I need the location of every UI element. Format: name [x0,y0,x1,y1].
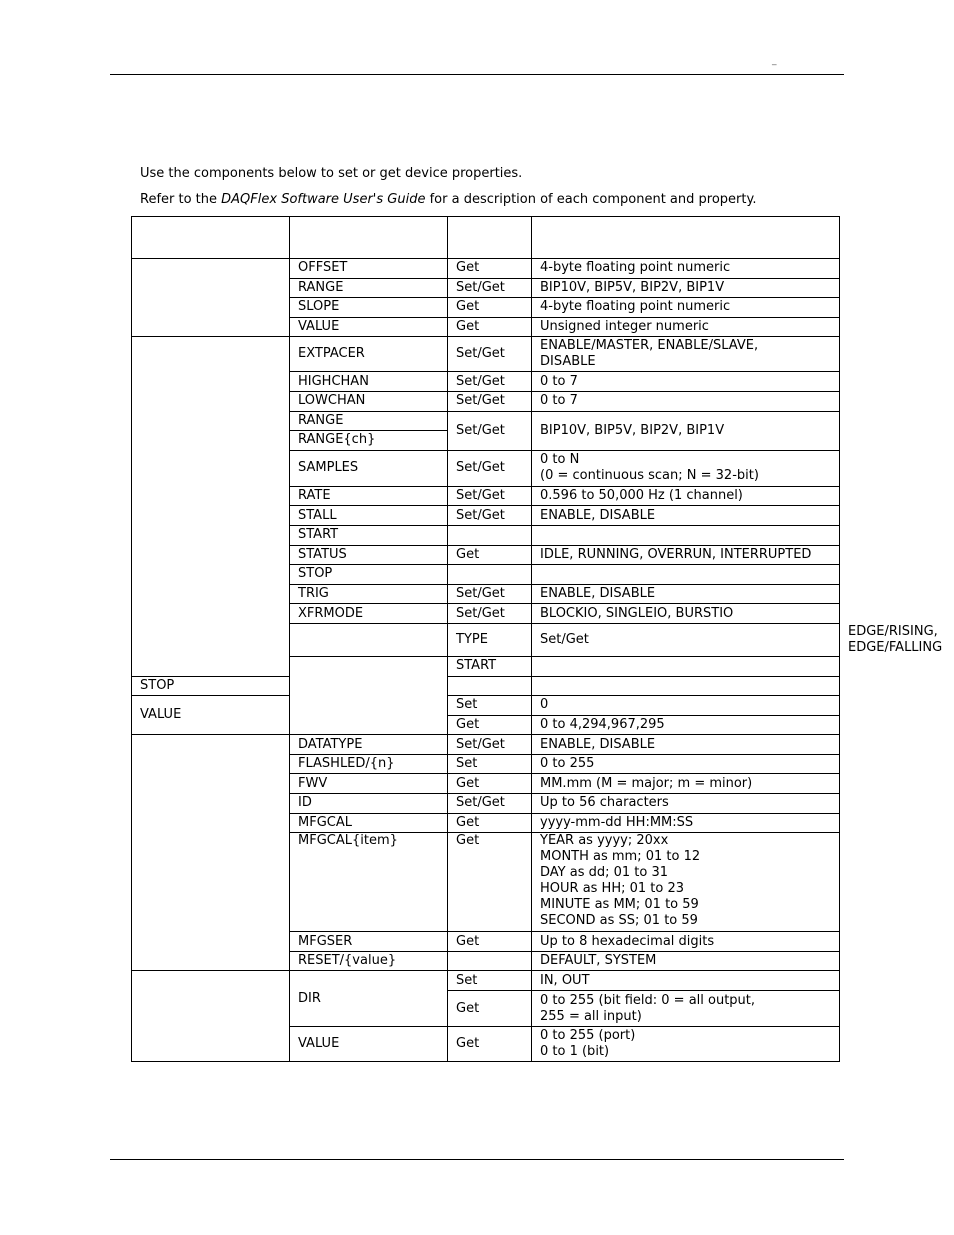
values-cell: Unsigned integer numeric [532,317,840,337]
values-cell [532,565,840,585]
values-line: YEAR as yyyy; 20xx [540,833,669,849]
property-cell: MFGCAL [290,813,448,833]
header-rule [110,74,844,75]
property-cell: EXTPACER [290,337,448,372]
intro-line-2-suffix: for a description of each component and property. [425,192,757,207]
access-cell: Set [448,971,532,991]
values-cell: ENABLE, DISABLE [532,584,840,604]
values-cell [532,337,840,372]
access-cell: Set/Get [448,584,532,604]
table-row [132,735,840,755]
values-line: DAY as dd; 01 to 31 [540,865,669,881]
values-line: 0 to 1 (bit) [540,1044,610,1060]
property-cell: ID [290,794,448,814]
access-cell: Get [448,259,532,279]
values-cell: Up to 56 characters [532,794,840,814]
access-cell: Set [448,696,532,716]
table-row [132,971,840,991]
guide-title: DAQFlex Software User's Guide [221,192,426,207]
property-cell: OFFSET [290,259,448,279]
header-cell-values [532,217,840,259]
values-cell: 4-byte floating point numeric [532,259,840,279]
values-cell: BLOCKIO, SINGLEIO, BURSTIO [532,604,840,624]
access-cell: Set/Get [448,278,532,298]
values-cell: Up to 8 hexadecimal digits [532,932,840,952]
values-cell: ENABLE, DISABLE [532,506,840,526]
component-cell [132,337,290,676]
values-cell: 0 to 4,294,967,295 [532,715,840,735]
values-line: 0 to 255 (bit field: 0 = all output, [540,992,756,1008]
access-cell: Set/Get [448,391,532,411]
property-cell: DATATYPE [290,735,448,755]
values-cell: 0.596 to 50,000 Hz (1 channel) [532,486,840,506]
intro-line-2 [140,192,756,207]
header-cell-access [448,217,532,259]
values-line: (0 = continuous scan; N = 32-bit) [540,468,759,484]
table-row [132,676,840,696]
property-cell: RANGE{ch} [290,431,448,451]
footer-rule [110,1159,844,1160]
values-line: 0 to 255 (port) [540,1028,636,1044]
intro-line-2-prefix: Refer to the [140,192,222,207]
property-cell: FLASHLED/{n} [290,754,448,774]
table-row [132,259,840,279]
property-cell: TYPE [448,623,532,656]
component-cell [132,971,290,1062]
property-cell: STALL [290,506,448,526]
property-cell: MFGSER [290,932,448,952]
property-cell: SLOPE [290,298,448,318]
table-header-row [132,217,840,259]
values-line: 0 to N [540,452,580,468]
values-line: MONTH as mm; 01 to 12 [540,849,701,865]
property-cell: VALUE [290,317,448,337]
values-cell: MM.mm (M = major; m = minor) [532,774,840,794]
values-cell [532,450,840,486]
property-cell: SAMPLES [290,450,448,486]
property-cell: LOWCHAN [290,391,448,411]
intro-line-1: Use the components below to set or get device properties. [140,166,523,181]
values-cell [532,1027,840,1062]
property-cell: RESET/{value} [290,951,448,971]
access-cell: Get [448,298,532,318]
values-line: MINUTE as MM; 01 to 59 [540,897,699,913]
access-cell: Set/Get [532,623,840,656]
header-mark: _ [772,56,777,66]
property-cell: MFGCAL{item} [290,833,448,932]
header-cell-property [290,217,448,259]
access-cell: Set/Get [448,506,532,526]
values-cell: yyyy-mm-dd HH:MM:SS [532,813,840,833]
property-cell: STATUS [290,545,448,565]
values-line: DISABLE [540,354,596,370]
access-cell: Set/Get [448,411,532,450]
access-cell [448,565,532,585]
device-properties-table [131,216,943,1062]
property-cell: TRIG [290,584,448,604]
property-cell: DIR [290,971,448,1027]
access-cell: Get [448,932,532,952]
property-cell: START [448,656,532,676]
values-cell: DEFAULT, SYSTEM [532,951,840,971]
values-cell: ENABLE, DISABLE [532,735,840,755]
values-cell: 0 to 7 [532,391,840,411]
access-cell: Get [448,1027,532,1062]
values-cell: 0 [532,696,840,716]
property-cell: RATE [290,486,448,506]
access-cell: Set/Get [448,735,532,755]
values-line: ENABLE/MASTER, ENABLE/SLAVE, [540,338,759,354]
access-cell: Set/Get [448,486,532,506]
property-cell: RANGE [290,278,448,298]
access-cell: Get [448,833,532,932]
access-cell: Set/Get [448,450,532,486]
values-cell: 0 to 7 [532,372,840,392]
property-cell: XFRMODE [290,604,448,624]
property-cell: START [290,525,448,545]
access-cell: Set/Get [448,604,532,624]
access-cell: Set/Get [448,794,532,814]
table-row [132,696,840,716]
values-cell: 0 to 255 [532,754,840,774]
access-cell: Set [448,754,532,774]
property-cell: STOP [132,676,290,696]
access-cell: Get [448,317,532,337]
access-cell [448,676,532,696]
values-cell [532,525,840,545]
component-cell [290,623,448,656]
access-cell [448,525,532,545]
access-cell: Set/Get [448,337,532,372]
access-cell: Get [448,813,532,833]
values-cell: BIP10V, BIP5V, BIP2V, BIP1V [532,278,840,298]
values-line: 255 = all input) [540,1008,642,1024]
property-cell: FWV [290,774,448,794]
property-cell: HIGHCHAN [290,372,448,392]
table-row [132,337,840,372]
component-cell [290,656,448,734]
access-cell: Get [448,774,532,794]
access-cell: Get [448,715,532,735]
component-cell [132,735,290,971]
property-cell: VALUE [290,1027,448,1062]
access-cell [532,656,840,676]
property-cell: STOP [290,565,448,585]
values-line: SECOND as SS; 01 to 59 [540,913,698,929]
values-cell: BIP10V, BIP5V, BIP2V, BIP1V [532,411,840,450]
values-cell [532,833,840,932]
values-cell: IN, OUT [532,971,840,991]
values-line: HOUR as HH; 01 to 23 [540,881,685,897]
values-cell [532,991,840,1027]
component-cell [132,259,290,337]
property-cell: VALUE [132,696,290,735]
access-cell: Set/Get [448,372,532,392]
values-cell: IDLE, RUNNING, OVERRUN, INTERRUPTED [532,545,840,565]
values-cell: 4-byte floating point numeric [532,298,840,318]
property-cell: RANGE [290,411,448,431]
access-cell: Get [448,991,532,1027]
table-row: TYPE Set/Get EDGE/RISING, EDGE/FALLING [132,623,840,656]
access-cell: Get [448,545,532,565]
access-cell [448,951,532,971]
values-cell [532,676,840,696]
header-cell-component [132,217,290,259]
